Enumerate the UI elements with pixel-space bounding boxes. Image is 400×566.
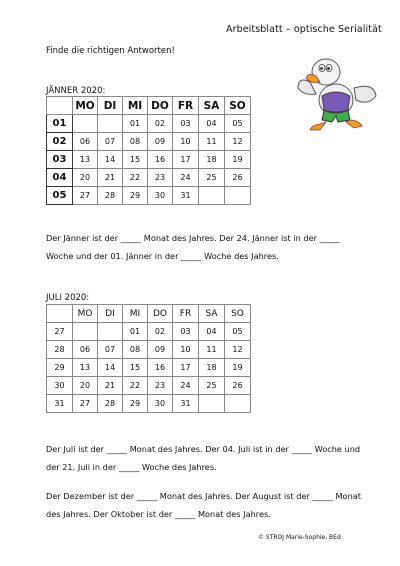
day-header: FR — [173, 305, 199, 323]
day-cell — [73, 115, 98, 133]
day-cell: 17 — [173, 151, 199, 169]
day-cell: 24 — [173, 377, 199, 395]
day-cell: 04 — [199, 115, 225, 133]
worksheet-title: Arbeitsblatt – optische Serialität — [226, 24, 382, 35]
day-cell: 28 — [98, 187, 123, 205]
day-cell: 22 — [123, 377, 148, 395]
day-cell: 21 — [98, 169, 123, 187]
day-cell: 29 — [123, 187, 148, 205]
week-number: 03 — [47, 151, 73, 169]
day-cell: 29 — [123, 395, 148, 413]
day-cell: 05 — [225, 323, 251, 341]
week-number: 29 — [47, 359, 73, 377]
question-months: Der Dezember ist der _____ Monat des Jahres. Der August ist der _____ Monat des Jahres. Der Oktober ist der _____ Monat des Jahres. — [46, 491, 361, 519]
day-cell: 23 — [148, 377, 173, 395]
day-cell: 03 — [173, 323, 199, 341]
question-july: Der Juli ist der _____ Monat des Jahres. Der 04. Juli ist in der _____ Woche und der 21. Juli in der _____ Woche des Jahres. — [46, 444, 361, 472]
table-row — [47, 377, 251, 395]
calendar-title-january: JÄNNER 2020: — [46, 86, 106, 96]
table-row — [47, 341, 251, 359]
day-cell: 05 — [225, 115, 251, 133]
day-cell: 19 — [225, 359, 251, 377]
day-cell: 19 — [225, 151, 251, 169]
day-cell: 01 — [123, 323, 148, 341]
table-row — [47, 187, 251, 205]
day-cell — [225, 395, 251, 413]
day-cell: 03 — [173, 115, 199, 133]
day-cell — [98, 323, 123, 341]
day-cell: 12 — [225, 341, 251, 359]
day-cell: 27 — [73, 395, 98, 413]
corner-cell — [47, 305, 73, 323]
week-number: 31 — [47, 395, 73, 413]
calendar-january — [46, 96, 251, 205]
day-cell: 02 — [148, 323, 173, 341]
table-row — [47, 151, 251, 169]
day-cell: 12 — [225, 133, 251, 151]
day-header: DI — [98, 97, 123, 115]
duck-mascot-icon — [296, 52, 378, 136]
table-row — [47, 133, 251, 151]
day-cell — [199, 395, 225, 413]
day-cell: 15 — [123, 359, 148, 377]
day-header: MI — [123, 305, 148, 323]
day-cell: 01 — [123, 115, 148, 133]
day-cell: 13 — [73, 359, 98, 377]
day-cell: 10 — [173, 133, 199, 151]
day-cell: 20 — [73, 169, 98, 187]
day-header: MO — [73, 97, 98, 115]
day-cell: 18 — [199, 359, 225, 377]
day-cell: 22 — [123, 169, 148, 187]
calendar-title-july: JULI 2020: — [46, 293, 90, 303]
day-cell: 25 — [199, 377, 225, 395]
day-cell: 31 — [173, 395, 199, 413]
day-header: MO — [73, 305, 98, 323]
day-cell: 09 — [148, 341, 173, 359]
day-cell: 11 — [199, 341, 225, 359]
table-row — [47, 359, 251, 377]
day-cell: 30 — [148, 395, 173, 413]
day-cell: 23 — [148, 169, 173, 187]
week-number: 02 — [47, 133, 73, 151]
day-cell: 14 — [98, 151, 123, 169]
day-header: SO — [225, 97, 251, 115]
day-header: DO — [148, 97, 173, 115]
day-cell: 30 — [148, 187, 173, 205]
day-cell: 15 — [123, 151, 148, 169]
day-cell: 28 — [98, 395, 123, 413]
day-cell — [225, 187, 251, 205]
table-row — [47, 169, 251, 187]
day-cell: 26 — [225, 169, 251, 187]
question-january: Der Jänner ist der _____ Monat des Jahres. Der 24. Jänner ist in der _____ Woche und der 01. Jänner in der _____ Woche des Jahres. — [46, 233, 341, 261]
day-cell: 07 — [98, 341, 123, 359]
day-cell: 10 — [173, 341, 199, 359]
day-header: FR — [173, 97, 199, 115]
day-cell: 06 — [73, 341, 98, 359]
week-number: 04 — [47, 169, 73, 187]
day-cell: 07 — [98, 133, 123, 151]
day-cell: 13 — [73, 151, 98, 169]
day-cell: 27 — [73, 187, 98, 205]
day-cell: 18 — [199, 151, 225, 169]
day-cell: 11 — [199, 133, 225, 151]
day-cell: 02 — [148, 115, 173, 133]
day-cell: 16 — [148, 359, 173, 377]
week-number: 05 — [47, 187, 73, 205]
day-cell: 08 — [123, 133, 148, 151]
day-cell: 31 — [173, 187, 199, 205]
day-cell: 04 — [199, 323, 225, 341]
day-cell: 06 — [73, 133, 98, 151]
instruction-text: Finde die richtigen Antworten! — [46, 46, 175, 56]
day-header: SA — [199, 305, 225, 323]
day-header: SA — [199, 97, 225, 115]
calendar-july — [46, 304, 251, 413]
table-row — [47, 323, 251, 341]
day-cell — [73, 323, 98, 341]
day-cell — [98, 115, 123, 133]
day-header: DO — [148, 305, 173, 323]
day-cell: 16 — [148, 151, 173, 169]
week-number: 28 — [47, 341, 73, 359]
day-cell: 20 — [73, 377, 98, 395]
day-header: DI — [98, 305, 123, 323]
day-cell: 26 — [225, 377, 251, 395]
table-row — [47, 395, 251, 413]
day-header: SO — [225, 305, 251, 323]
corner-cell — [47, 97, 73, 115]
day-cell: 24 — [173, 169, 199, 187]
week-number: 27 — [47, 323, 73, 341]
copyright-footer: © STROJ Marie-Sophie, BEd — [258, 534, 341, 541]
day-cell: 09 — [148, 133, 173, 151]
day-cell: 25 — [199, 169, 225, 187]
day-cell: 14 — [98, 359, 123, 377]
day-cell — [199, 187, 225, 205]
day-header: MI — [123, 97, 148, 115]
week-number: 30 — [47, 377, 73, 395]
week-number: 01 — [47, 115, 73, 133]
day-cell: 21 — [98, 377, 123, 395]
day-cell: 08 — [123, 341, 148, 359]
table-row — [47, 115, 251, 133]
day-cell: 17 — [173, 359, 199, 377]
